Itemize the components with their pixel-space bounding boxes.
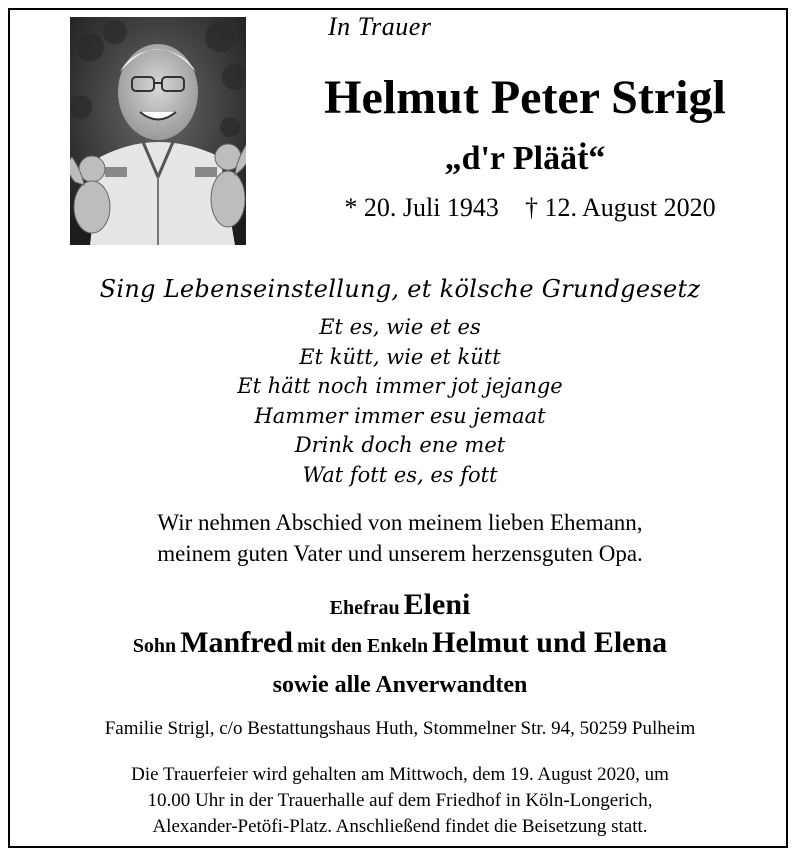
death-date: † 12. August 2020	[524, 193, 716, 222]
service-line: Die Trauerfeier wird gehalten am Mittwoch, dem 19. August 2020, um	[131, 764, 669, 785]
motto-line: Sing Lebenseinstellung, et kölsche Grundgesetz	[99, 275, 701, 303]
poem	[0, 313, 800, 490]
service-line: Alexander-Petöfi-Platz. Anschließend findet die Beisetzung statt.	[152, 816, 648, 837]
birth-date: * 20. Juli 1943	[344, 193, 499, 222]
portrait-illustration	[70, 17, 246, 245]
wife-prefix: Ehefrau	[329, 597, 400, 619]
portrait-photo	[70, 17, 246, 245]
grandchildren-names: Helmut und Elena	[432, 626, 668, 659]
family-wife	[0, 588, 800, 622]
farewell-text	[0, 507, 800, 569]
son-name: Manfred	[180, 626, 293, 659]
service-line: 10.00 Uhr in der Trauerhalle auf dem Friedhof in Köln-Longerich,	[147, 790, 653, 811]
farewell-line: Wir nehmen Abschied von meinem lieben Ehemann,	[157, 510, 643, 535]
son-prefix: Sohn	[132, 635, 177, 657]
relatives-line: sowie alle Anverwandten	[272, 672, 528, 698]
service-info	[0, 762, 800, 840]
poem-line: Et es, wie et es	[319, 315, 481, 339]
farewell-line: meinem guten Vater und unserem herzensguten Opa.	[157, 541, 643, 566]
poem-line: Drink doch ene met	[294, 433, 506, 457]
deceased-nickname: „d'r Plääṫ“	[444, 140, 606, 177]
poem-line: Et kütt, wie et kütt	[299, 344, 501, 369]
family-son	[0, 626, 800, 660]
family-relatives	[0, 672, 800, 699]
poem-line: Wat fott es, es fott	[302, 462, 498, 487]
deceased-name: Helmut Peter Strigl	[324, 71, 726, 124]
in-mourning-label: In Trauer	[328, 12, 432, 41]
contact-address: Familie Strigl, c/o Bestattungshaus Huth, Stommelner Str. 94, 50259 Pulheim	[104, 718, 696, 739]
wife-name: Eleni	[403, 588, 471, 621]
grandchildren-prefix: mit den Enkeln	[296, 635, 429, 657]
poem-line: Et hätt noch immer jot jejange	[237, 374, 563, 398]
poem-line: Hammer immer esu jemaat	[254, 403, 546, 428]
life-dates	[300, 193, 760, 223]
